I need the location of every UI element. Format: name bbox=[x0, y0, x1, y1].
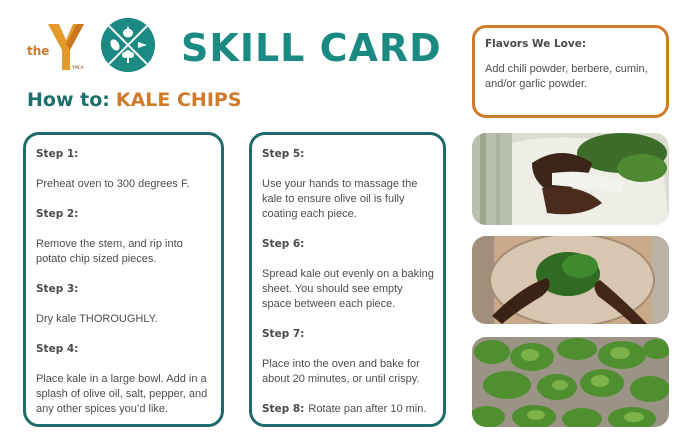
step-label: Step 8: bbox=[262, 403, 305, 415]
step-text: Preheat oven to 300 degrees F. bbox=[36, 178, 190, 190]
step-label: Step 1: bbox=[36, 148, 79, 160]
kale-baking-sheet-photo bbox=[472, 337, 669, 427]
step-label: Step 5: bbox=[262, 148, 305, 160]
food-groups-icon bbox=[101, 18, 155, 72]
logo-ymca-text: YMCA bbox=[72, 65, 84, 70]
step-text: Place into the oven and bake for about 20 minutes, or until crispy. bbox=[262, 358, 420, 385]
recipe-heading bbox=[27, 89, 242, 111]
step-text: Place kale in a large bowl. Add in a splash of olive oil, salt, pepper, and any other spices you’d like. bbox=[36, 373, 208, 415]
step-text: Dry kale THOROUGHLY. bbox=[36, 313, 158, 325]
logo-the-text: the bbox=[27, 44, 50, 58]
steps-card-left bbox=[23, 132, 224, 427]
step-label: Step 2: bbox=[36, 208, 79, 220]
step-text: Remove the stem, and rip into potato chip sized pieces. bbox=[36, 238, 183, 265]
step-label: Step 3: bbox=[36, 283, 79, 295]
flavors-title: Flavors We Love: bbox=[485, 38, 587, 50]
step-inline bbox=[262, 402, 435, 417]
step-text: Spread kale out evenly on a baking sheet. You should see empty space between each piece. bbox=[262, 268, 434, 310]
step-label: Step 7: bbox=[262, 328, 305, 340]
howto-prefix: How to: bbox=[27, 89, 110, 111]
step-label: Step 6: bbox=[262, 238, 305, 250]
flavors-text: Add chili powder, berbere, cumin, and/or garlic powder. bbox=[485, 63, 648, 90]
step-label: Step 4: bbox=[36, 343, 79, 355]
flavors-box bbox=[472, 25, 669, 118]
step-text: Rotate pan after 10 min. bbox=[308, 403, 427, 415]
steps-card-right bbox=[249, 132, 446, 427]
kale-drying-photo bbox=[472, 133, 669, 225]
step-text: Use your hands to massage the kale to ensure olive oil is fully coating each piece. bbox=[262, 178, 418, 220]
kale-massaging-photo bbox=[472, 236, 669, 324]
ymca-logo-icon bbox=[46, 22, 86, 72]
page-title: SKILL CARD bbox=[181, 26, 442, 70]
recipe-name: KALE CHIPS bbox=[115, 89, 242, 111]
